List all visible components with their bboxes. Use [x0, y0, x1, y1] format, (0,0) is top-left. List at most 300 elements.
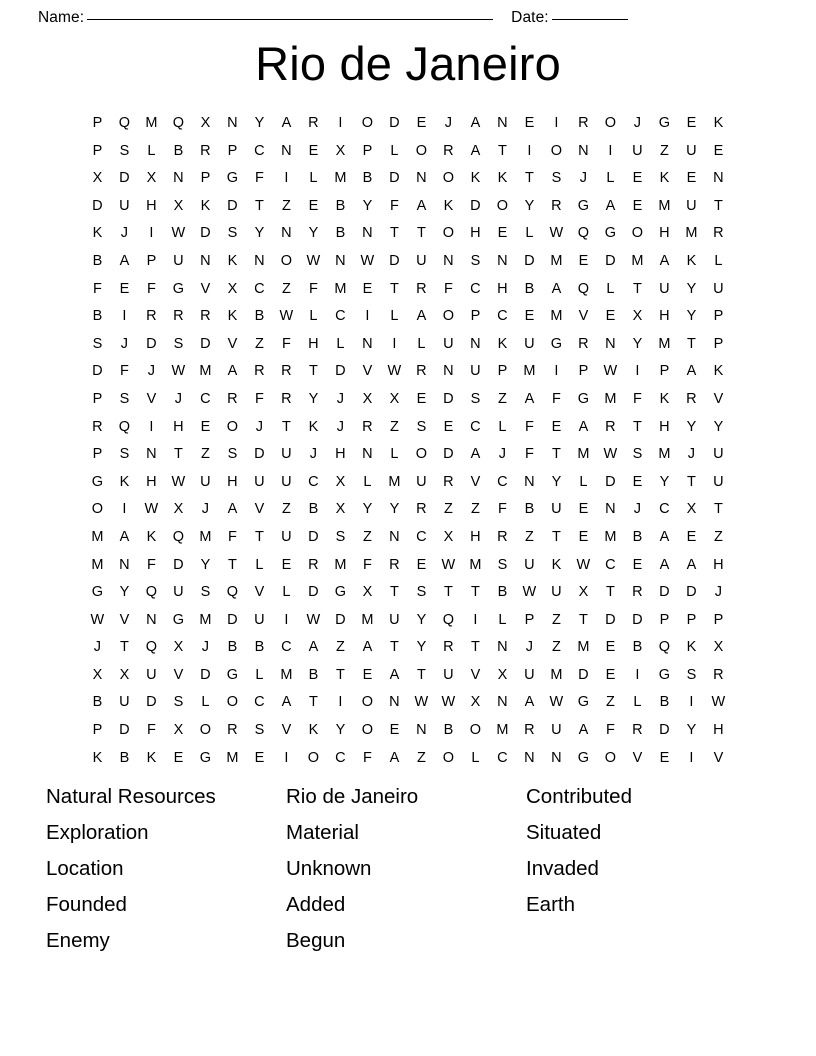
grid-cell[interactable]: Y [254, 225, 265, 242]
grid-cell[interactable]: S [173, 335, 184, 352]
grid-cell[interactable]: P [227, 142, 238, 159]
grid-cell[interactable]: A [470, 142, 481, 159]
grid-cell[interactable]: E [443, 418, 454, 435]
grid-cell[interactable]: T [686, 335, 697, 352]
word-list-item[interactable]: Unknown [286, 857, 372, 880]
grid-cell[interactable]: B [92, 694, 103, 711]
grid-cell[interactable]: D [146, 335, 157, 352]
grid-cell[interactable]: Z [254, 335, 265, 352]
grid-cell[interactable]: N [362, 446, 373, 463]
grid-cell[interactable]: E [173, 749, 184, 766]
grid-cell[interactable]: N [578, 142, 589, 159]
word-list-item[interactable]: Begun [286, 929, 346, 952]
grid-cell[interactable]: S [173, 694, 184, 711]
grid-cell[interactable]: V [362, 363, 373, 380]
grid-cell[interactable]: L [390, 142, 399, 159]
grid-cell[interactable]: B [335, 225, 346, 242]
grid-cell[interactable]: P [524, 611, 535, 628]
grid-cell[interactable]: X [173, 722, 184, 739]
grid-cell[interactable]: U [470, 363, 481, 380]
grid-cell[interactable]: X [578, 584, 589, 601]
grid-cell[interactable]: T [632, 418, 643, 435]
grid-cell[interactable]: Z [524, 528, 535, 545]
grid-cell[interactable]: A [470, 115, 481, 131]
word-list-item[interactable]: Rio de Janeiro [286, 785, 419, 808]
grid-cell[interactable]: X [362, 390, 373, 407]
grid-cell[interactable]: T [254, 528, 265, 545]
grid-cell[interactable]: A [470, 446, 481, 463]
grid-cell[interactable]: L [282, 584, 291, 601]
grid-cell[interactable]: G [334, 584, 347, 601]
grid-cell[interactable]: U [443, 335, 454, 352]
grid-cell[interactable]: U [686, 197, 697, 214]
grid-cell[interactable]: H [659, 308, 670, 325]
grid-cell[interactable]: A [281, 694, 292, 711]
grid-cell[interactable]: T [308, 694, 319, 711]
grid-cell[interactable]: G [172, 611, 185, 628]
grid-cell[interactable]: D [200, 666, 211, 683]
grid-cell[interactable]: M [334, 556, 347, 573]
grid-cell[interactable]: E [416, 390, 427, 407]
grid-cell[interactable]: S [92, 335, 103, 352]
grid-cell[interactable]: P [470, 308, 481, 325]
grid-cell[interactable]: J [174, 390, 183, 407]
grid-cell[interactable]: D [254, 446, 265, 463]
grid-cell[interactable]: X [497, 666, 508, 683]
grid-cell[interactable]: R [416, 280, 427, 297]
grid-cell[interactable]: W [603, 446, 618, 463]
grid-cell[interactable]: M [469, 556, 482, 573]
grid-cell[interactable]: A [659, 528, 670, 545]
grid-cell[interactable]: L [498, 611, 507, 628]
grid-cell[interactable]: J [120, 335, 129, 352]
grid-cell[interactable]: Z [281, 501, 292, 518]
grid-cell[interactable]: G [658, 666, 671, 683]
grid-cell[interactable]: P [92, 142, 103, 159]
grid-cell[interactable]: A [119, 252, 130, 269]
grid-cell[interactable]: E [416, 115, 427, 131]
word-list-item[interactable]: Natural Resources [46, 785, 216, 808]
grid-cell[interactable]: X [119, 666, 130, 683]
grid-cell[interactable]: D [308, 528, 319, 545]
grid-cell[interactable]: D [659, 584, 670, 601]
grid-cell[interactable]: M [226, 749, 239, 766]
grid-cell[interactable]: O [442, 308, 455, 325]
grid-cell[interactable]: D [92, 363, 103, 380]
grid-cell[interactable]: L [417, 335, 426, 352]
grid-cell[interactable]: C [254, 280, 265, 297]
grid-cell[interactable]: P [713, 611, 724, 628]
grid-cell[interactable]: O [361, 694, 374, 711]
grid-cell[interactable]: K [443, 197, 454, 214]
grid-cell[interactable]: G [658, 115, 671, 131]
grid-cell[interactable]: Q [118, 418, 131, 435]
grid-cell[interactable]: M [550, 666, 563, 683]
grid-cell[interactable]: S [686, 666, 697, 683]
grid-cell[interactable]: M [91, 528, 104, 545]
grid-cell[interactable]: B [335, 197, 346, 214]
grid-cell[interactable]: I [122, 308, 127, 325]
grid-cell[interactable]: I [689, 749, 694, 766]
grid-cell[interactable]: N [281, 142, 292, 159]
grid-cell[interactable]: O [496, 197, 509, 214]
grid-cell[interactable]: T [227, 556, 238, 573]
grid-cell[interactable]: A [416, 197, 427, 214]
grid-cell[interactable]: I [392, 335, 397, 352]
grid-cell[interactable]: X [173, 639, 184, 656]
grid-cell[interactable]: J [309, 446, 318, 463]
grid-cell[interactable]: U [524, 666, 535, 683]
grid-cell[interactable]: M [658, 197, 671, 214]
grid-cell[interactable]: T [551, 528, 562, 545]
grid-cell[interactable]: Q [442, 611, 455, 628]
grid-cell[interactable]: L [714, 252, 723, 269]
grid-cell[interactable]: S [254, 722, 265, 739]
grid-cell[interactable]: U [254, 473, 265, 490]
grid-cell[interactable]: I [473, 611, 478, 628]
grid-cell[interactable]: F [551, 390, 562, 407]
grid-cell[interactable]: X [443, 528, 454, 545]
grid-cell[interactable]: E [281, 556, 292, 573]
grid-cell[interactable]: V [254, 501, 265, 518]
word-list-item[interactable]: Material [286, 821, 359, 844]
grid-cell[interactable]: P [686, 611, 697, 628]
grid-cell[interactable]: U [659, 280, 670, 297]
grid-cell[interactable]: J [201, 639, 210, 656]
grid-cell[interactable]: D [308, 584, 319, 601]
grid-cell[interactable]: C [497, 308, 508, 325]
grid-cell[interactable]: O [226, 694, 239, 711]
grid-cell[interactable]: M [577, 639, 590, 656]
grid-cell[interactable]: D [227, 197, 238, 214]
grid-cell[interactable]: P [92, 722, 103, 739]
grid-cell[interactable]: L [336, 335, 345, 352]
grid-cell[interactable]: V [281, 722, 292, 739]
grid-cell[interactable]: W [306, 611, 321, 628]
grid-cell[interactable]: C [605, 556, 616, 573]
grid-cell[interactable]: B [92, 308, 103, 325]
grid-cell[interactable]: S [551, 170, 562, 187]
grid-cell[interactable]: U [281, 446, 292, 463]
grid-cell[interactable]: W [711, 694, 726, 711]
grid-cell[interactable]: W [360, 252, 375, 269]
grid-cell[interactable]: E [605, 666, 616, 683]
grid-cell[interactable]: M [604, 528, 617, 545]
grid-cell[interactable]: Y [389, 501, 400, 518]
grid-cell[interactable]: F [308, 280, 319, 297]
word-list-item[interactable]: Contributed [526, 785, 632, 808]
grid-cell[interactable]: B [173, 142, 184, 159]
grid-cell[interactable]: H [659, 418, 670, 435]
grid-cell[interactable]: C [497, 473, 508, 490]
grid-cell[interactable]: B [308, 666, 319, 683]
grid-cell[interactable]: D [92, 197, 103, 214]
grid-cell[interactable]: Y [632, 335, 643, 352]
grid-cell[interactable]: R [632, 722, 643, 739]
grid-cell[interactable]: A [659, 556, 670, 573]
grid-cell[interactable]: V [173, 666, 184, 683]
grid-cell[interactable]: G [91, 584, 104, 601]
grid-cell[interactable]: T [551, 446, 562, 463]
grid-cell[interactable]: E [605, 308, 616, 325]
grid-cell[interactable]: I [284, 749, 289, 766]
grid-cell[interactable]: E [308, 142, 319, 159]
grid-cell[interactable]: K [119, 473, 130, 490]
word-list-item[interactable]: Founded [46, 893, 127, 916]
grid-cell[interactable]: E [578, 528, 589, 545]
grid-cell[interactable]: W [171, 363, 186, 380]
grid-cell[interactable]: Z [659, 142, 670, 159]
grid-cell[interactable]: D [524, 252, 535, 269]
grid-cell[interactable]: K [227, 308, 238, 325]
grid-cell[interactable]: M [91, 556, 104, 573]
grid-cell[interactable]: T [524, 170, 535, 187]
grid-cell[interactable]: E [659, 749, 670, 766]
grid-cell[interactable]: C [470, 280, 481, 297]
grid-cell[interactable]: O [415, 446, 428, 463]
grid-cell[interactable]: B [443, 722, 454, 739]
grid-cell[interactable]: P [713, 335, 724, 352]
grid-cell[interactable]: G [577, 197, 590, 214]
grid-cell[interactable]: Y [362, 501, 373, 518]
grid-cell[interactable]: N [497, 639, 508, 656]
grid-cell[interactable]: D [119, 722, 130, 739]
grid-cell[interactable]: A [416, 308, 427, 325]
grid-cell[interactable]: B [254, 639, 265, 656]
grid-cell[interactable]: Z [713, 528, 724, 545]
grid-cell[interactable]: Y [308, 225, 319, 242]
grid-cell[interactable]: N [389, 528, 400, 545]
grid-cell[interactable]: T [713, 501, 724, 518]
grid-cell[interactable]: X [335, 142, 346, 159]
grid-cell[interactable]: F [389, 197, 400, 214]
grid-cell[interactable]: B [632, 528, 643, 545]
grid-cell[interactable]: R [713, 666, 724, 683]
grid-cell[interactable]: M [604, 390, 617, 407]
grid-cell[interactable]: X [362, 584, 373, 601]
grid-cell[interactable]: H [335, 446, 346, 463]
grid-cell[interactable]: K [686, 252, 697, 269]
grid-cell[interactable]: L [255, 666, 264, 683]
grid-cell[interactable]: N [362, 225, 373, 242]
grid-cell[interactable]: D [227, 611, 238, 628]
grid-cell[interactable]: O [442, 749, 455, 766]
grid-cell[interactable]: Z [551, 639, 562, 656]
grid-cell[interactable]: N [551, 749, 562, 766]
grid-cell[interactable]: I [284, 170, 289, 187]
grid-cell[interactable]: E [362, 666, 373, 683]
grid-cell[interactable]: Y [335, 722, 346, 739]
grid-cell[interactable]: N [146, 611, 157, 628]
word-list-item[interactable]: Enemy [46, 929, 110, 952]
grid-cell[interactable]: N [524, 749, 535, 766]
grid-cell[interactable]: L [201, 694, 210, 711]
grid-cell[interactable]: V [470, 666, 481, 683]
grid-cell[interactable]: T [605, 584, 616, 601]
grid-cell[interactable]: W [549, 694, 564, 711]
grid-cell[interactable]: X [173, 501, 184, 518]
grid-cell[interactable]: C [335, 749, 346, 766]
grid-cell[interactable]: I [338, 115, 343, 131]
grid-cell[interactable]: M [361, 611, 374, 628]
grid-cell[interactable]: X [686, 501, 697, 518]
grid-cell[interactable]: R [497, 528, 508, 545]
grid-cell[interactable]: D [659, 722, 670, 739]
grid-cell[interactable]: D [389, 115, 400, 131]
grid-cell[interactable]: G [550, 335, 563, 352]
grid-cell[interactable]: W [387, 363, 402, 380]
grid-cell[interactable]: H [146, 473, 157, 490]
name-input-line[interactable] [87, 19, 493, 20]
grid-cell[interactable]: V [254, 584, 265, 601]
word-list-item[interactable]: Situated [526, 821, 602, 844]
grid-cell[interactable]: Y [524, 197, 535, 214]
grid-cell[interactable]: G [577, 390, 590, 407]
grid-cell[interactable]: Y [686, 418, 697, 435]
word-list-item[interactable]: Location [46, 857, 124, 880]
grid-cell[interactable]: A [578, 722, 589, 739]
grid-cell[interactable]: K [92, 749, 103, 766]
grid-cell[interactable]: K [308, 418, 319, 435]
grid-cell[interactable]: D [335, 611, 346, 628]
grid-cell[interactable]: X [470, 694, 481, 711]
grid-cell[interactable]: A [119, 528, 130, 545]
grid-cell[interactable]: W [279, 308, 294, 325]
grid-cell[interactable]: R [551, 197, 562, 214]
grid-cell[interactable]: M [550, 252, 563, 269]
grid-cell[interactable]: Z [416, 749, 427, 766]
grid-cell[interactable]: D [389, 170, 400, 187]
grid-cell[interactable]: A [524, 390, 535, 407]
grid-cell[interactable]: T [497, 142, 508, 159]
word-list-item[interactable]: Earth [526, 893, 575, 916]
grid-cell[interactable]: R [416, 363, 427, 380]
grid-cell[interactable]: E [416, 556, 427, 573]
grid-cell[interactable]: M [685, 225, 698, 242]
grid-cell[interactable]: Z [389, 418, 400, 435]
grid-cell[interactable]: S [470, 252, 481, 269]
grid-cell[interactable]: N [416, 170, 427, 187]
grid-cell[interactable]: Z [470, 501, 481, 518]
grid-cell[interactable]: F [146, 280, 157, 297]
grid-cell[interactable]: X [227, 280, 238, 297]
grid-cell[interactable]: U [281, 528, 292, 545]
grid-cell[interactable]: H [659, 225, 670, 242]
grid-cell[interactable]: Y [686, 280, 697, 297]
grid-cell[interactable]: T [389, 225, 400, 242]
grid-cell[interactable]: Q [577, 280, 590, 297]
grid-cell[interactable]: N [416, 722, 427, 739]
grid-cell[interactable]: T [416, 666, 427, 683]
grid-cell[interactable]: K [686, 639, 697, 656]
grid-cell[interactable]: G [226, 170, 239, 187]
grid-cell[interactable]: N [713, 170, 724, 187]
grid-cell[interactable]: R [227, 390, 238, 407]
grid-cell[interactable]: N [497, 252, 508, 269]
grid-cell[interactable]: P [92, 390, 103, 407]
grid-cell[interactable]: T [173, 446, 184, 463]
grid-cell[interactable]: B [524, 501, 535, 518]
grid-cell[interactable]: K [227, 252, 238, 269]
grid-cell[interactable]: X [713, 639, 724, 656]
grid-cell[interactable]: G [172, 280, 185, 297]
grid-cell[interactable]: K [308, 722, 319, 739]
grid-cell[interactable]: R [578, 115, 589, 131]
grid-cell[interactable]: L [633, 694, 642, 711]
grid-cell[interactable]: T [470, 639, 481, 656]
grid-cell[interactable]: A [686, 556, 697, 573]
grid-cell[interactable]: F [443, 280, 454, 297]
grid-cell[interactable]: S [119, 390, 130, 407]
grid-cell[interactable]: W [522, 584, 537, 601]
grid-cell[interactable]: D [335, 363, 346, 380]
grid-cell[interactable]: A [281, 115, 292, 131]
grid-cell[interactable]: N [524, 473, 535, 490]
grid-cell[interactable]: Q [118, 115, 131, 131]
grid-cell[interactable]: I [149, 225, 154, 242]
grid-cell[interactable]: M [658, 446, 671, 463]
grid-cell[interactable]: M [199, 528, 212, 545]
grid-cell[interactable]: D [605, 252, 616, 269]
grid-cell[interactable]: P [713, 308, 724, 325]
word-list-item[interactable]: Invaded [526, 857, 599, 880]
grid-cell[interactable]: J [714, 584, 723, 601]
grid-cell[interactable]: L [309, 170, 318, 187]
grid-cell[interactable]: M [577, 446, 590, 463]
grid-cell[interactable]: O [199, 722, 212, 739]
grid-cell[interactable]: Y [551, 473, 562, 490]
grid-cell[interactable]: U [713, 280, 724, 297]
grid-cell[interactable]: N [362, 335, 373, 352]
grid-cell[interactable]: L [363, 473, 372, 490]
grid-cell[interactable]: Z [443, 501, 454, 518]
grid-cell[interactable]: J [93, 639, 102, 656]
grid-cell[interactable]: P [362, 142, 373, 159]
grid-cell[interactable]: D [605, 473, 616, 490]
grid-cell[interactable]: W [603, 363, 618, 380]
grid-cell[interactable]: R [632, 584, 643, 601]
grid-cell[interactable]: V [200, 280, 211, 297]
grid-cell[interactable]: L [390, 446, 399, 463]
grid-cell[interactable]: R [200, 308, 211, 325]
grid-cell[interactable]: E [200, 418, 211, 435]
grid-cell[interactable]: T [632, 280, 643, 297]
grid-cell[interactable]: J [147, 363, 156, 380]
grid-cell[interactable]: N [254, 252, 265, 269]
grid-cell[interactable]: J [633, 115, 642, 131]
grid-cell[interactable]: U [713, 473, 724, 490]
grid-cell[interactable]: C [335, 308, 346, 325]
grid-cell[interactable]: J [579, 170, 588, 187]
grid-cell[interactable]: F [362, 556, 373, 573]
grid-cell[interactable]: R [686, 390, 697, 407]
grid-cell[interactable]: E [524, 308, 535, 325]
grid-cell[interactable]: T [308, 363, 319, 380]
grid-cell[interactable]: I [527, 142, 532, 159]
grid-cell[interactable]: M [199, 363, 212, 380]
grid-cell[interactable]: J [201, 501, 210, 518]
grid-cell[interactable]: V [227, 335, 238, 352]
grid-cell[interactable]: D [470, 197, 481, 214]
grid-cell[interactable]: U [524, 335, 535, 352]
grid-cell[interactable]: A [227, 363, 238, 380]
grid-cell[interactable]: J [336, 390, 345, 407]
grid-cell[interactable]: V [632, 749, 643, 766]
grid-cell[interactable]: K [659, 170, 670, 187]
grid-cell[interactable]: I [365, 308, 370, 325]
grid-cell[interactable]: J [498, 446, 507, 463]
grid-cell[interactable]: E [686, 115, 697, 131]
